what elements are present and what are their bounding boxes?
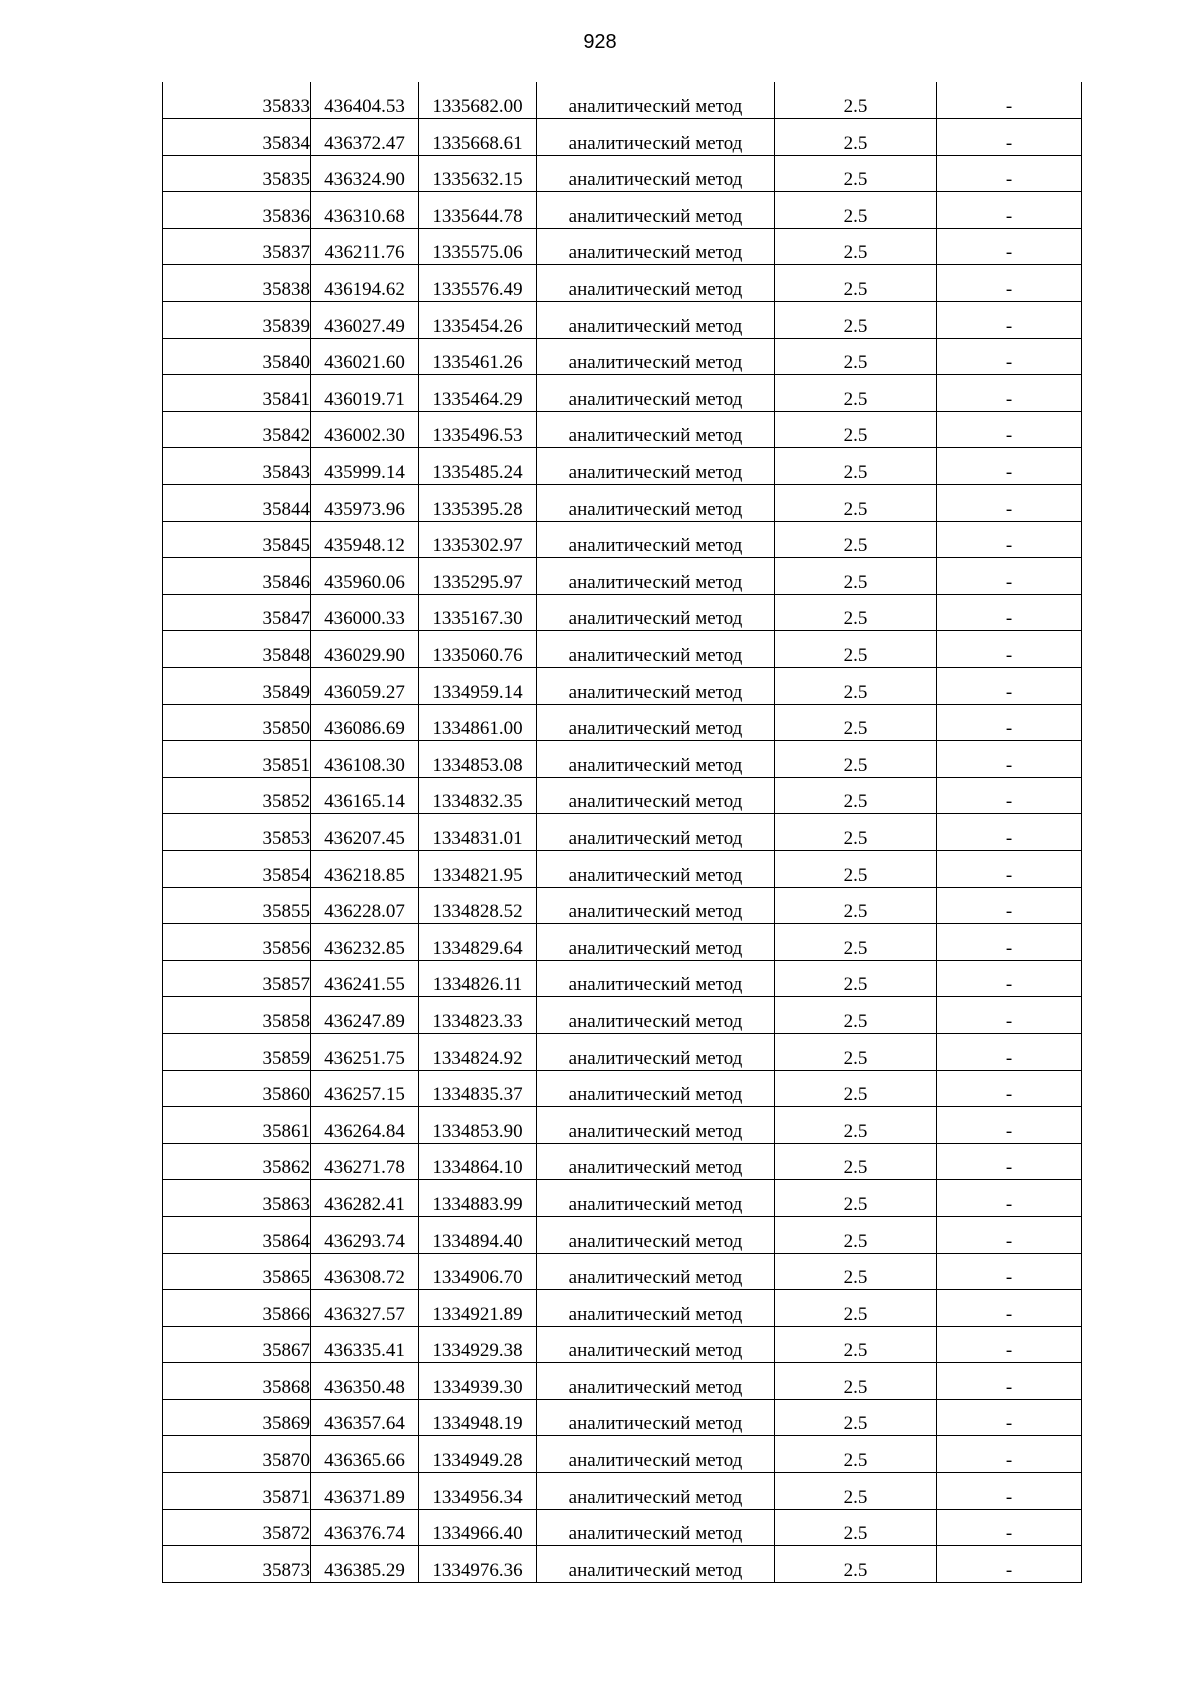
precision-cell: 2.5 [775,302,937,339]
method-cell: аналитический метод [537,1326,775,1363]
x-coordinate-cell: 436257.15 [311,1070,419,1107]
point-number-cell: 35855 [163,887,311,924]
x-coordinate-cell: 436021.60 [311,338,419,375]
method-cell: аналитический метод [537,375,775,412]
note-cell: - [937,887,1082,924]
precision-cell: 2.5 [775,411,937,448]
point-number-cell: 35864 [163,1216,311,1253]
y-coordinate-cell: 1334906.70 [419,1253,537,1290]
y-coordinate-cell: 1335464.29 [419,375,537,412]
note-cell: - [937,265,1082,302]
note-cell: - [937,1326,1082,1363]
table-row [163,82,1082,119]
method-cell: аналитический метод [537,1546,775,1583]
precision-cell: 2.5 [775,1216,937,1253]
precision-cell: 2.5 [775,448,937,485]
method-cell: аналитический метод [537,1216,775,1253]
method-cell: аналитический метод [537,668,775,705]
point-number-cell: 35867 [163,1326,311,1363]
y-coordinate-cell: 1334829.64 [419,924,537,961]
method-cell: аналитический метод [537,704,775,741]
y-coordinate-cell: 1334939.30 [419,1363,537,1400]
precision-cell: 2.5 [775,1107,937,1144]
point-number-cell: 35868 [163,1363,311,1400]
table-row [163,302,1082,339]
note-cell: - [937,192,1082,229]
x-coordinate-cell: 436372.47 [311,119,419,156]
method-cell: аналитический метод [537,1033,775,1070]
method-cell: аналитический метод [537,960,775,997]
y-coordinate-cell: 1335302.97 [419,521,537,558]
precision-cell: 2.5 [775,1070,937,1107]
point-number-cell: 35856 [163,924,311,961]
x-coordinate-cell: 436376.74 [311,1509,419,1546]
precision-cell: 2.5 [775,1253,937,1290]
y-coordinate-cell: 1334861.00 [419,704,537,741]
note-cell: - [937,302,1082,339]
note-cell: - [937,594,1082,631]
table-row [163,1180,1082,1217]
y-coordinate-cell: 1334929.38 [419,1326,537,1363]
method-cell: аналитический метод [537,1363,775,1400]
y-coordinate-cell: 1335461.26 [419,338,537,375]
method-cell: аналитический метод [537,997,775,1034]
x-coordinate-cell: 436282.41 [311,1180,419,1217]
table-row [163,1070,1082,1107]
x-coordinate-cell: 436002.30 [311,411,419,448]
method-cell: аналитический метод [537,1070,775,1107]
table-row [163,777,1082,814]
method-cell: аналитический метод [537,1473,775,1510]
note-cell: - [937,82,1082,119]
y-coordinate-cell: 1334894.40 [419,1216,537,1253]
x-coordinate-cell: 436211.76 [311,228,419,265]
table-row [163,375,1082,412]
table-row [163,1216,1082,1253]
point-number-cell: 35846 [163,558,311,595]
note-cell: - [937,960,1082,997]
point-number-cell: 35852 [163,777,311,814]
table-row [163,704,1082,741]
y-coordinate-cell: 1335496.53 [419,411,537,448]
point-number-cell: 35860 [163,1070,311,1107]
coordinates-table [162,82,1082,1583]
x-coordinate-cell: 436357.64 [311,1399,419,1436]
y-coordinate-cell: 1335632.15 [419,155,537,192]
point-number-cell: 35839 [163,302,311,339]
point-number-cell: 35847 [163,594,311,631]
table-row [163,1509,1082,1546]
note-cell: - [937,997,1082,1034]
point-number-cell: 35849 [163,668,311,705]
x-coordinate-cell: 436108.30 [311,741,419,778]
note-cell: - [937,1363,1082,1400]
precision-cell: 2.5 [775,1546,937,1583]
note-cell: - [937,1399,1082,1436]
precision-cell: 2.5 [775,228,937,265]
table-row [163,1253,1082,1290]
method-cell: аналитический метод [537,448,775,485]
table-row [163,411,1082,448]
precision-cell: 2.5 [775,558,937,595]
point-number-cell: 35862 [163,1143,311,1180]
y-coordinate-cell: 1335485.24 [419,448,537,485]
note-cell: - [937,375,1082,412]
table-row [163,265,1082,302]
precision-cell: 2.5 [775,1509,937,1546]
precision-cell: 2.5 [775,485,937,522]
point-number-cell: 35841 [163,375,311,412]
table-row [163,887,1082,924]
table-row [163,558,1082,595]
table-row [163,668,1082,705]
point-number-cell: 35844 [163,485,311,522]
table-row [163,155,1082,192]
x-coordinate-cell: 436308.72 [311,1253,419,1290]
note-cell: - [937,1070,1082,1107]
note-cell: - [937,1436,1082,1473]
precision-cell: 2.5 [775,338,937,375]
precision-cell: 2.5 [775,1399,937,1436]
y-coordinate-cell: 1334959.14 [419,668,537,705]
x-coordinate-cell: 436232.85 [311,924,419,961]
method-cell: аналитический метод [537,1180,775,1217]
table-row [163,448,1082,485]
point-number-cell: 35861 [163,1107,311,1144]
y-coordinate-cell: 1335454.26 [419,302,537,339]
method-cell: аналитический метод [537,302,775,339]
table-row [163,521,1082,558]
x-coordinate-cell: 436385.29 [311,1546,419,1583]
method-cell: аналитический метод [537,228,775,265]
y-coordinate-cell: 1335668.61 [419,119,537,156]
note-cell: - [937,1290,1082,1327]
precision-cell: 2.5 [775,265,937,302]
point-number-cell: 35865 [163,1253,311,1290]
precision-cell: 2.5 [775,668,937,705]
method-cell: аналитический метод [537,1107,775,1144]
x-coordinate-cell: 436310.68 [311,192,419,229]
y-coordinate-cell: 1335576.49 [419,265,537,302]
method-cell: аналитический метод [537,558,775,595]
x-coordinate-cell: 436019.71 [311,375,419,412]
table-body [163,82,1082,1582]
x-coordinate-cell: 436027.49 [311,302,419,339]
method-cell: аналитический метод [537,411,775,448]
table-row [163,338,1082,375]
x-coordinate-cell: 436218.85 [311,850,419,887]
note-cell: - [937,1033,1082,1070]
point-number-cell: 35851 [163,741,311,778]
precision-cell: 2.5 [775,704,937,741]
method-cell: аналитический метод [537,521,775,558]
precision-cell: 2.5 [775,1436,937,1473]
point-number-cell: 35866 [163,1290,311,1327]
table-row [163,192,1082,229]
point-number-cell: 35850 [163,704,311,741]
x-coordinate-cell: 436000.33 [311,594,419,631]
precision-cell: 2.5 [775,521,937,558]
method-cell: аналитический метод [537,1399,775,1436]
y-coordinate-cell: 1335682.00 [419,82,537,119]
x-coordinate-cell: 436335.41 [311,1326,419,1363]
table-row [163,1436,1082,1473]
y-coordinate-cell: 1334864.10 [419,1143,537,1180]
note-cell: - [937,850,1082,887]
note-cell: - [937,777,1082,814]
point-number-cell: 35872 [163,1509,311,1546]
y-coordinate-cell: 1334976.36 [419,1546,537,1583]
y-coordinate-cell: 1334883.99 [419,1180,537,1217]
note-cell: - [937,1546,1082,1583]
table-row [163,119,1082,156]
precision-cell: 2.5 [775,155,937,192]
x-coordinate-cell: 436271.78 [311,1143,419,1180]
precision-cell: 2.5 [775,1033,937,1070]
precision-cell: 2.5 [775,814,937,851]
point-number-cell: 35848 [163,631,311,668]
y-coordinate-cell: 1334949.28 [419,1436,537,1473]
note-cell: - [937,558,1082,595]
x-coordinate-cell: 435999.14 [311,448,419,485]
x-coordinate-cell: 435948.12 [311,521,419,558]
table-row [163,997,1082,1034]
precision-cell: 2.5 [775,594,937,631]
method-cell: аналитический метод [537,741,775,778]
x-coordinate-cell: 436247.89 [311,997,419,1034]
method-cell: аналитический метод [537,631,775,668]
table-row [163,850,1082,887]
y-coordinate-cell: 1334966.40 [419,1509,537,1546]
x-coordinate-cell: 436165.14 [311,777,419,814]
note-cell: - [937,631,1082,668]
method-cell: аналитический метод [537,924,775,961]
y-coordinate-cell: 1334823.33 [419,997,537,1034]
precision-cell: 2.5 [775,1473,937,1510]
y-coordinate-cell: 1334948.19 [419,1399,537,1436]
y-coordinate-cell: 1334821.95 [419,850,537,887]
method-cell: аналитический метод [537,265,775,302]
note-cell: - [937,338,1082,375]
method-cell: аналитический метод [537,887,775,924]
note-cell: - [937,1253,1082,1290]
note-cell: - [937,1180,1082,1217]
x-coordinate-cell: 436365.66 [311,1436,419,1473]
point-number-cell: 35869 [163,1399,311,1436]
precision-cell: 2.5 [775,741,937,778]
point-number-cell: 35840 [163,338,311,375]
table-row [163,485,1082,522]
precision-cell: 2.5 [775,1326,937,1363]
y-coordinate-cell: 1334826.11 [419,960,537,997]
note-cell: - [937,485,1082,522]
y-coordinate-cell: 1335575.06 [419,228,537,265]
y-coordinate-cell: 1334853.08 [419,741,537,778]
method-cell: аналитический метод [537,82,775,119]
note-cell: - [937,924,1082,961]
precision-cell: 2.5 [775,777,937,814]
note-cell: - [937,119,1082,156]
y-coordinate-cell: 1335167.30 [419,594,537,631]
x-coordinate-cell: 436241.55 [311,960,419,997]
y-coordinate-cell: 1334828.52 [419,887,537,924]
method-cell: аналитический метод [537,777,775,814]
x-coordinate-cell: 435973.96 [311,485,419,522]
method-cell: аналитический метод [537,1509,775,1546]
y-coordinate-cell: 1335395.28 [419,485,537,522]
note-cell: - [937,411,1082,448]
precision-cell: 2.5 [775,1143,937,1180]
method-cell: аналитический метод [537,485,775,522]
method-cell: аналитический метод [537,1436,775,1473]
table-row [163,1363,1082,1400]
point-number-cell: 35854 [163,850,311,887]
table-row [163,924,1082,961]
table-row [163,1143,1082,1180]
x-coordinate-cell: 436086.69 [311,704,419,741]
y-coordinate-cell: 1335060.76 [419,631,537,668]
point-number-cell: 35836 [163,192,311,229]
y-coordinate-cell: 1334832.35 [419,777,537,814]
x-coordinate-cell: 436228.07 [311,887,419,924]
precision-cell: 2.5 [775,887,937,924]
x-coordinate-cell: 436324.90 [311,155,419,192]
point-number-cell: 35863 [163,1180,311,1217]
y-coordinate-cell: 1335644.78 [419,192,537,229]
x-coordinate-cell: 436293.74 [311,1216,419,1253]
x-coordinate-cell: 436194.62 [311,265,419,302]
point-number-cell: 35870 [163,1436,311,1473]
point-number-cell: 35838 [163,265,311,302]
note-cell: - [937,1473,1082,1510]
y-coordinate-cell: 1334831.01 [419,814,537,851]
x-coordinate-cell: 436327.57 [311,1290,419,1327]
point-number-cell: 35873 [163,1546,311,1583]
table-row [163,1326,1082,1363]
method-cell: аналитический метод [537,814,775,851]
point-number-cell: 35834 [163,119,311,156]
note-cell: - [937,1509,1082,1546]
point-number-cell: 35858 [163,997,311,1034]
method-cell: аналитический метод [537,1253,775,1290]
method-cell: аналитический метод [537,119,775,156]
y-coordinate-cell: 1334853.90 [419,1107,537,1144]
point-number-cell: 35853 [163,814,311,851]
table-row [163,1107,1082,1144]
y-coordinate-cell: 1334921.89 [419,1290,537,1327]
precision-cell: 2.5 [775,192,937,229]
method-cell: аналитический метод [537,594,775,631]
x-coordinate-cell: 436207.45 [311,814,419,851]
x-coordinate-cell: 436404.53 [311,82,419,119]
table-row [163,814,1082,851]
note-cell: - [937,704,1082,741]
y-coordinate-cell: 1334824.92 [419,1033,537,1070]
table-row [163,1546,1082,1583]
point-number-cell: 35843 [163,448,311,485]
note-cell: - [937,448,1082,485]
x-coordinate-cell: 436029.90 [311,631,419,668]
x-coordinate-cell: 436251.75 [311,1033,419,1070]
table-row [163,1290,1082,1327]
precision-cell: 2.5 [775,960,937,997]
x-coordinate-cell: 436264.84 [311,1107,419,1144]
point-number-cell: 35833 [163,82,311,119]
note-cell: - [937,155,1082,192]
note-cell: - [937,814,1082,851]
table-row [163,1473,1082,1510]
point-number-cell: 35857 [163,960,311,997]
method-cell: аналитический метод [537,192,775,229]
precision-cell: 2.5 [775,1363,937,1400]
precision-cell: 2.5 [775,375,937,412]
note-cell: - [937,741,1082,778]
table-row [163,1033,1082,1070]
y-coordinate-cell: 1334956.34 [419,1473,537,1510]
table-row [163,1399,1082,1436]
y-coordinate-cell: 1335295.97 [419,558,537,595]
precision-cell: 2.5 [775,1180,937,1217]
method-cell: аналитический метод [537,850,775,887]
table-row [163,960,1082,997]
x-coordinate-cell: 436371.89 [311,1473,419,1510]
precision-cell: 2.5 [775,631,937,668]
note-cell: - [937,521,1082,558]
table-row [163,228,1082,265]
point-number-cell: 35842 [163,411,311,448]
precision-cell: 2.5 [775,1290,937,1327]
point-number-cell: 35871 [163,1473,311,1510]
note-cell: - [937,668,1082,705]
table-row [163,741,1082,778]
x-coordinate-cell: 435960.06 [311,558,419,595]
precision-cell: 2.5 [775,924,937,961]
note-cell: - [937,1107,1082,1144]
method-cell: аналитический метод [537,1143,775,1180]
precision-cell: 2.5 [775,119,937,156]
method-cell: аналитический метод [537,338,775,375]
method-cell: аналитический метод [537,1290,775,1327]
page-number: 928 [583,31,617,53]
table-row [163,631,1082,668]
method-cell: аналитический метод [537,155,775,192]
point-number-cell: 35837 [163,228,311,265]
note-cell: - [937,228,1082,265]
precision-cell: 2.5 [775,82,937,119]
precision-cell: 2.5 [775,997,937,1034]
precision-cell: 2.5 [775,850,937,887]
point-number-cell: 35859 [163,1033,311,1070]
x-coordinate-cell: 436059.27 [311,668,419,705]
x-coordinate-cell: 436350.48 [311,1363,419,1400]
table-row [163,594,1082,631]
note-cell: - [937,1216,1082,1253]
y-coordinate-cell: 1334835.37 [419,1070,537,1107]
point-number-cell: 35845 [163,521,311,558]
point-number-cell: 35835 [163,155,311,192]
note-cell: - [937,1143,1082,1180]
